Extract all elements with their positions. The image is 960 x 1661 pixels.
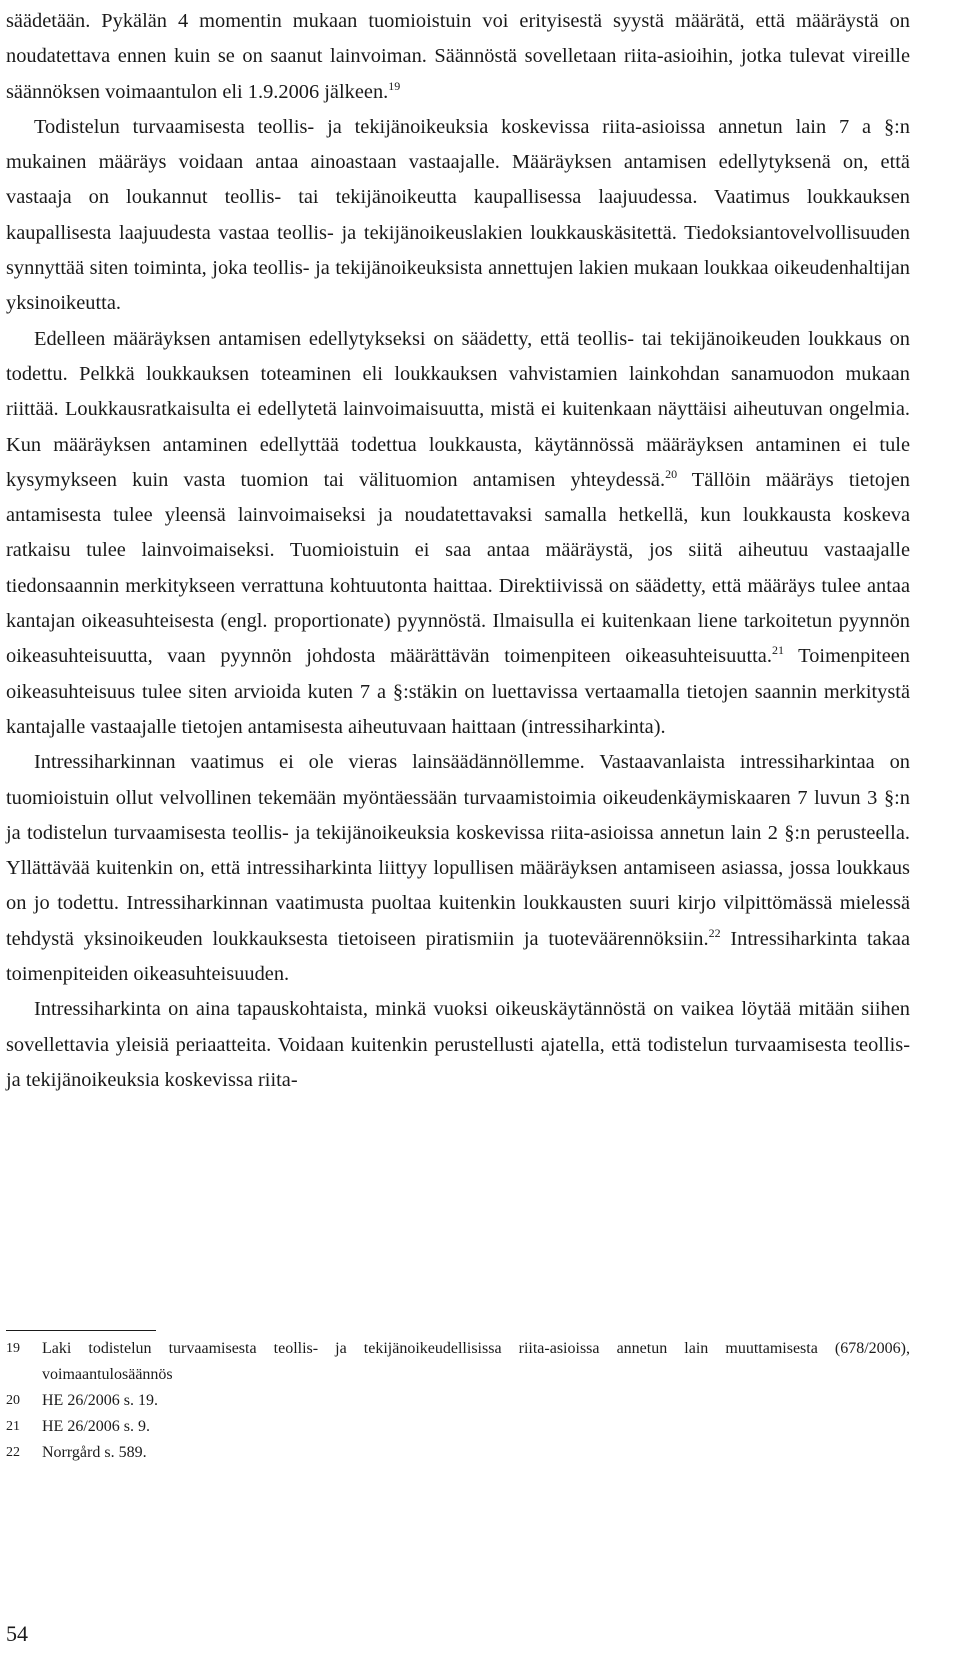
footnote-text: Laki todistelun turvaamisesta teollis- ja tekijänoikeudellisissa riita-asioissa annetun lain muuttamisesta (678/2006), voimaantulosäännös — [42, 1340, 910, 1383]
footnote-22 — [6, 1440, 910, 1466]
paragraph-3 — [6, 322, 910, 746]
paragraph-text: Intressiharkinta takaa toimenpiteiden oikeasuhteisuuden. — [6, 927, 910, 986]
main-text — [6, 4, 910, 1098]
footnote-ref-21[interactable]: 21 — [771, 643, 784, 658]
paragraph-1 — [6, 4, 910, 110]
paragraph-text: Edelleen määräyksen antamisen edellytykseksi on säädetty, että teollis- tai tekijänoikeuden loukkaus on todettu. Pelkkä loukkauksen toteaminen eli loukkauksen vahvistamien lainkohdan sanamuodon mukaan riittää. Loukkausratkaisulta ei edellytetä lainvoimaisuutta, mistä ei kuitenkaan näyttäisi aiheutuvan ongelmia. Kun määräyksen antaminen edellyttää todettua loukkausta, käytännössä määräyksen antaminen ei tule kysymykseen kuin vasta tuomion tai välituomion antamisen yhteydessä. — [6, 327, 910, 491]
paragraph-text: Intressiharkinnan vaatimus ei ole vieras lainsäädännöllemme. Vastaavanlaista intressiharkintaa on tuomioistuin ollut velvollinen tekemään myöntäessään turvaamistoimia oikeudenkäymiskaaren 7 luvun 3 §:n ja todistelun turvaamisesta teollis- ja tekijänoikeuksia koskevissa riita-asioissa annetun lain 2 §:n perusteella. Yllättävää kuitenkin on, että intressiharkinta liittyy lopullisen määräyksen antamiseen asiassa, jossa loukkaus on jo todettu. Intressiharkinnan vaatimusta puoltaa kuitenkin loukkausten suuri kirjo vilpittömässä mielessä tehdystä yksinoikeuden loukkauksesta tietoiseen piratismiin ja tuoteväärennöksiin. — [6, 751, 910, 950]
paragraph-text: säädetään. Pykälän 4 momentin mukaan tuomioistuin voi erityisestä syystä määrätä, että määräystä on noudatettava ennen kuin se on saanut lainvoiman. Säännöstä sovelletaan riita-asioihin, jotka tulevat vireille säännöksen voimaantulon eli 1.9.2006 jälkeen. — [6, 10, 910, 103]
footnote-text: Norrgård s. 589. — [42, 1444, 147, 1461]
footnote-19 — [6, 1336, 910, 1388]
footnotes — [6, 1336, 910, 1466]
footnote-21 — [6, 1414, 910, 1440]
footnote-number: 21 — [6, 1419, 20, 1434]
footnote-text: HE 26/2006 s. 9. — [42, 1418, 150, 1435]
page-number: 54 — [6, 1621, 28, 1646]
footnote-number: 22 — [6, 1445, 20, 1460]
footnote-text: HE 26/2006 s. 19. — [42, 1392, 158, 1409]
footnote-ref-19[interactable]: 19 — [388, 78, 401, 93]
footnote-ref-22[interactable]: 22 — [708, 925, 721, 940]
footnote-divider — [6, 1330, 156, 1331]
paragraph-text: Intressiharkinta on aina tapauskohtaista, minkä vuoksi oikeuskäytännöstä on vaikea löytää mitään siihen sovellettavia yleisiä periaatteita. Voidaan kuitenkin perustellusti ajatella, että todistelun turvaamisesta teollis- ja tekijänoikeuksia koskevissa riita- — [6, 998, 910, 1091]
paragraph-2 — [6, 110, 910, 322]
footnote-number: 20 — [6, 1393, 20, 1408]
paragraph-text: Todistelun turvaamisesta teollis- ja tekijänoikeuksia koskevissa riita-asioissa annetun lain 7 a §:n mukainen määräys voidaan antaa ainoastaan vastaajalle. Määräyksen antamisen edellytyksenä on, että vastaaja on loukannut teollis- tai tekijänoikeutta kaupallisessa laajuudessa. Vaatimus loukkauksen kaupallisesta laajuudesta vastaa teollis- ja tekijänoikeuslakien loukkauskäsitettä. Tiedoksiantovelvollisuuden synnyttää siten toiminta, joka teollis- ja tekijänoikeuksista annettujen lakien mukaan loukkaa oikeudenhaltijan yksinoikeutta. — [6, 115, 910, 315]
paragraph-4 — [6, 745, 910, 992]
paragraph-text: Tällöin määräys tietojen antamisesta tulee yleensä lainvoimaiseksi ja noudatettavaksi samalla hetkellä, kun loukkausta koskeva ratkaisu tulee lainvoimaiseksi. Tuomioistuin ei saa antaa määräystä, jos siitä aiheutuu vastaajalle tiedonsaannin merkitykseen verrattuna kohtuutonta haittaa. Direktiivissä on säädetty, että määräys tulee antaa kantajan oikeasuhteisesta (engl. proportionate) pyynnöstä. Ilmaisulla ei kuitenkaan liene tarkoitetun pyynnön oikeasuhteisuutta, vaan pyynnön johdosta määrättävän toimenpiteen oikeasuhteisuutta. — [6, 468, 911, 668]
paragraph-5 — [6, 992, 910, 1098]
footnote-20 — [6, 1388, 910, 1414]
footnote-number: 19 — [6, 1341, 20, 1356]
footnote-ref-20[interactable]: 20 — [665, 466, 678, 481]
paragraph-text: Toimenpiteen oikeasuhteisuus tulee siten arvioida kuten 7 a §:stäkin on luettavissa vertaamalla tietojen saannin merkitystä kantajalle vastaajalle tietojen antamisesta aiheutuvaan haittaan (intressiharkinta). — [6, 645, 910, 738]
